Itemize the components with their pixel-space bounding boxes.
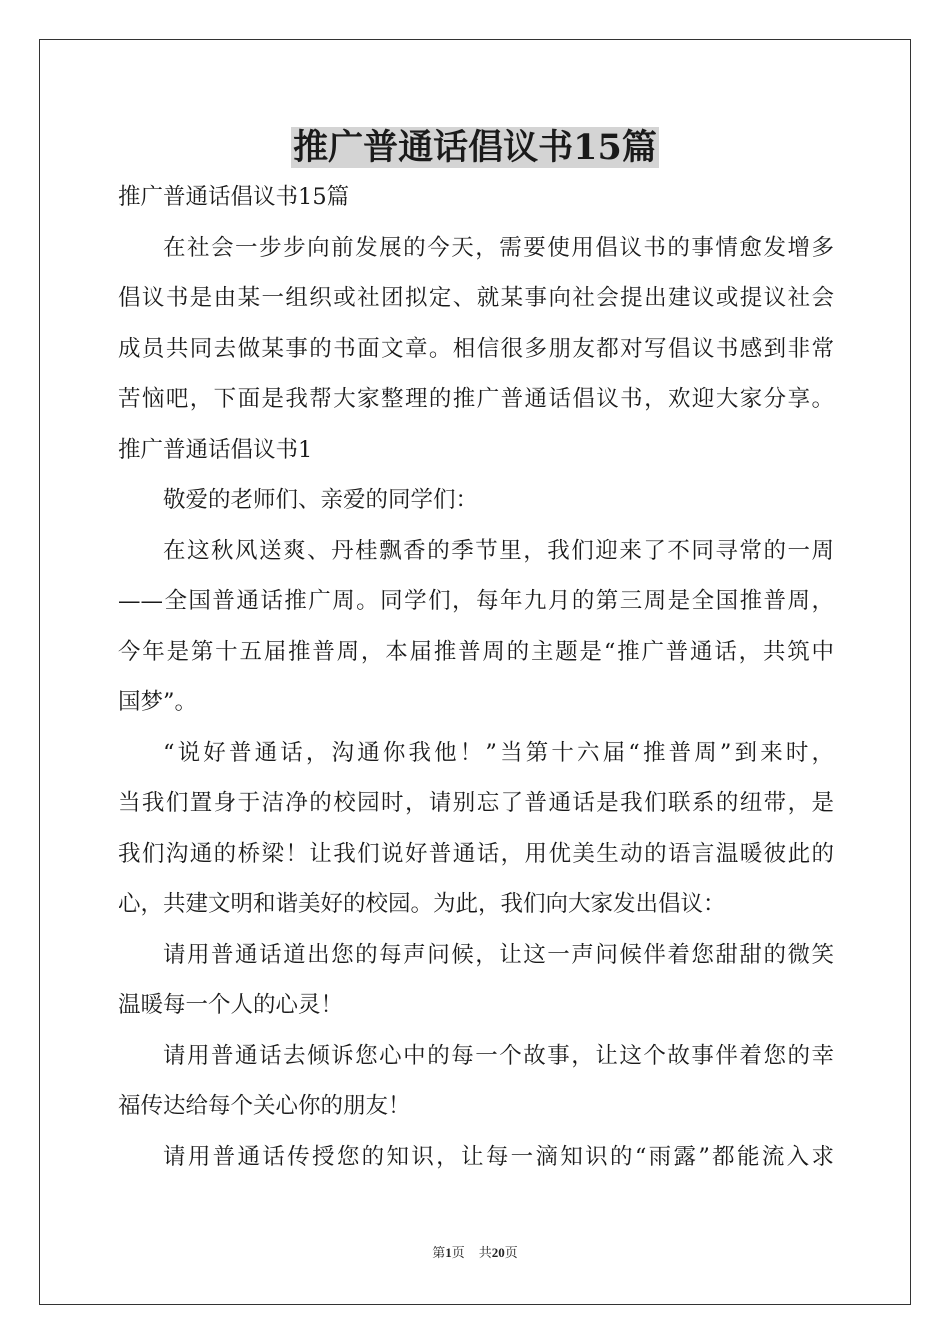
body-line: 温暖每一个人的心灵！: [118, 992, 344, 1018]
body-line: 在这秋风送爽、丹桂飘香的季节里，我们迎来了不同寻常的一周: [163, 537, 834, 564]
document-title-text: 推广普通话倡议书15篇: [293, 127, 657, 168]
body-line: 在社会一步步向前发展的今天，需要使用倡议书的事情愈发增多: [163, 234, 834, 261]
body-line: ——全国普通话推广周。同学们，每年九月的第三周是全国推普周，: [118, 588, 834, 614]
page-current: 1: [445, 1245, 452, 1260]
page-unit: 页: [451, 1245, 465, 1260]
page-total: 20: [491, 1245, 505, 1260]
section-heading: 推广普通话倡议书1: [118, 436, 313, 463]
body-line: 请用普通话去倾诉您心中的每一个故事，让这个故事伴着您的幸: [163, 1042, 834, 1069]
body-line: 我们沟通的桥梁！让我们说好普通话，用优美生动的语言温暖彼此的: [118, 840, 834, 867]
total-unit: 页: [504, 1245, 518, 1260]
body-line: 国梦”。: [118, 689, 198, 715]
body-line: 请用普通话道出您的每声问候，让这一声问候伴着您甜甜的微笑: [163, 941, 834, 968]
page-prefix: 第: [432, 1245, 446, 1260]
document-title: [0, 124, 950, 172]
body-line: 倡议书是由某一组织或社团拟定、就某事向社会提出建议或提议社会: [118, 285, 834, 311]
body-line: 福传达给每个关心你的朋友！: [118, 1093, 411, 1119]
total-prefix: 共: [478, 1245, 492, 1260]
body-line: 今年是第十五届推普周，本届推普周的主题是“推广普通话，共筑中: [118, 638, 834, 665]
page-footer: [0, 1244, 950, 1262]
document-body: [118, 172, 834, 1182]
body-line: “说好普通话，沟通你我他！”当第十六届“推普周”到来时，: [163, 739, 834, 766]
body-line: 心，共建文明和谐美好的校园。为此，我们向大家发出倡议：: [118, 891, 726, 917]
body-line: 苦恼吧，下面是我帮大家整理的推广普通话倡议书，欢迎大家分享。: [118, 386, 834, 412]
body-line: 推广普通话倡议书15篇: [118, 184, 350, 210]
body-line: 当我们置身于洁净的校园时，请别忘了普通话是我们联系的纽带，是: [118, 790, 834, 816]
body-line: 请用普通话传授您的知识，让每一滴知识的“雨露”都能流入求: [163, 1143, 834, 1170]
salutation: 敬爱的老师们、亲爱的同学们：: [163, 487, 479, 513]
body-line: 成员共同去做某事的书面文章。相信很多朋友都对写倡议书感到非常: [118, 335, 834, 362]
